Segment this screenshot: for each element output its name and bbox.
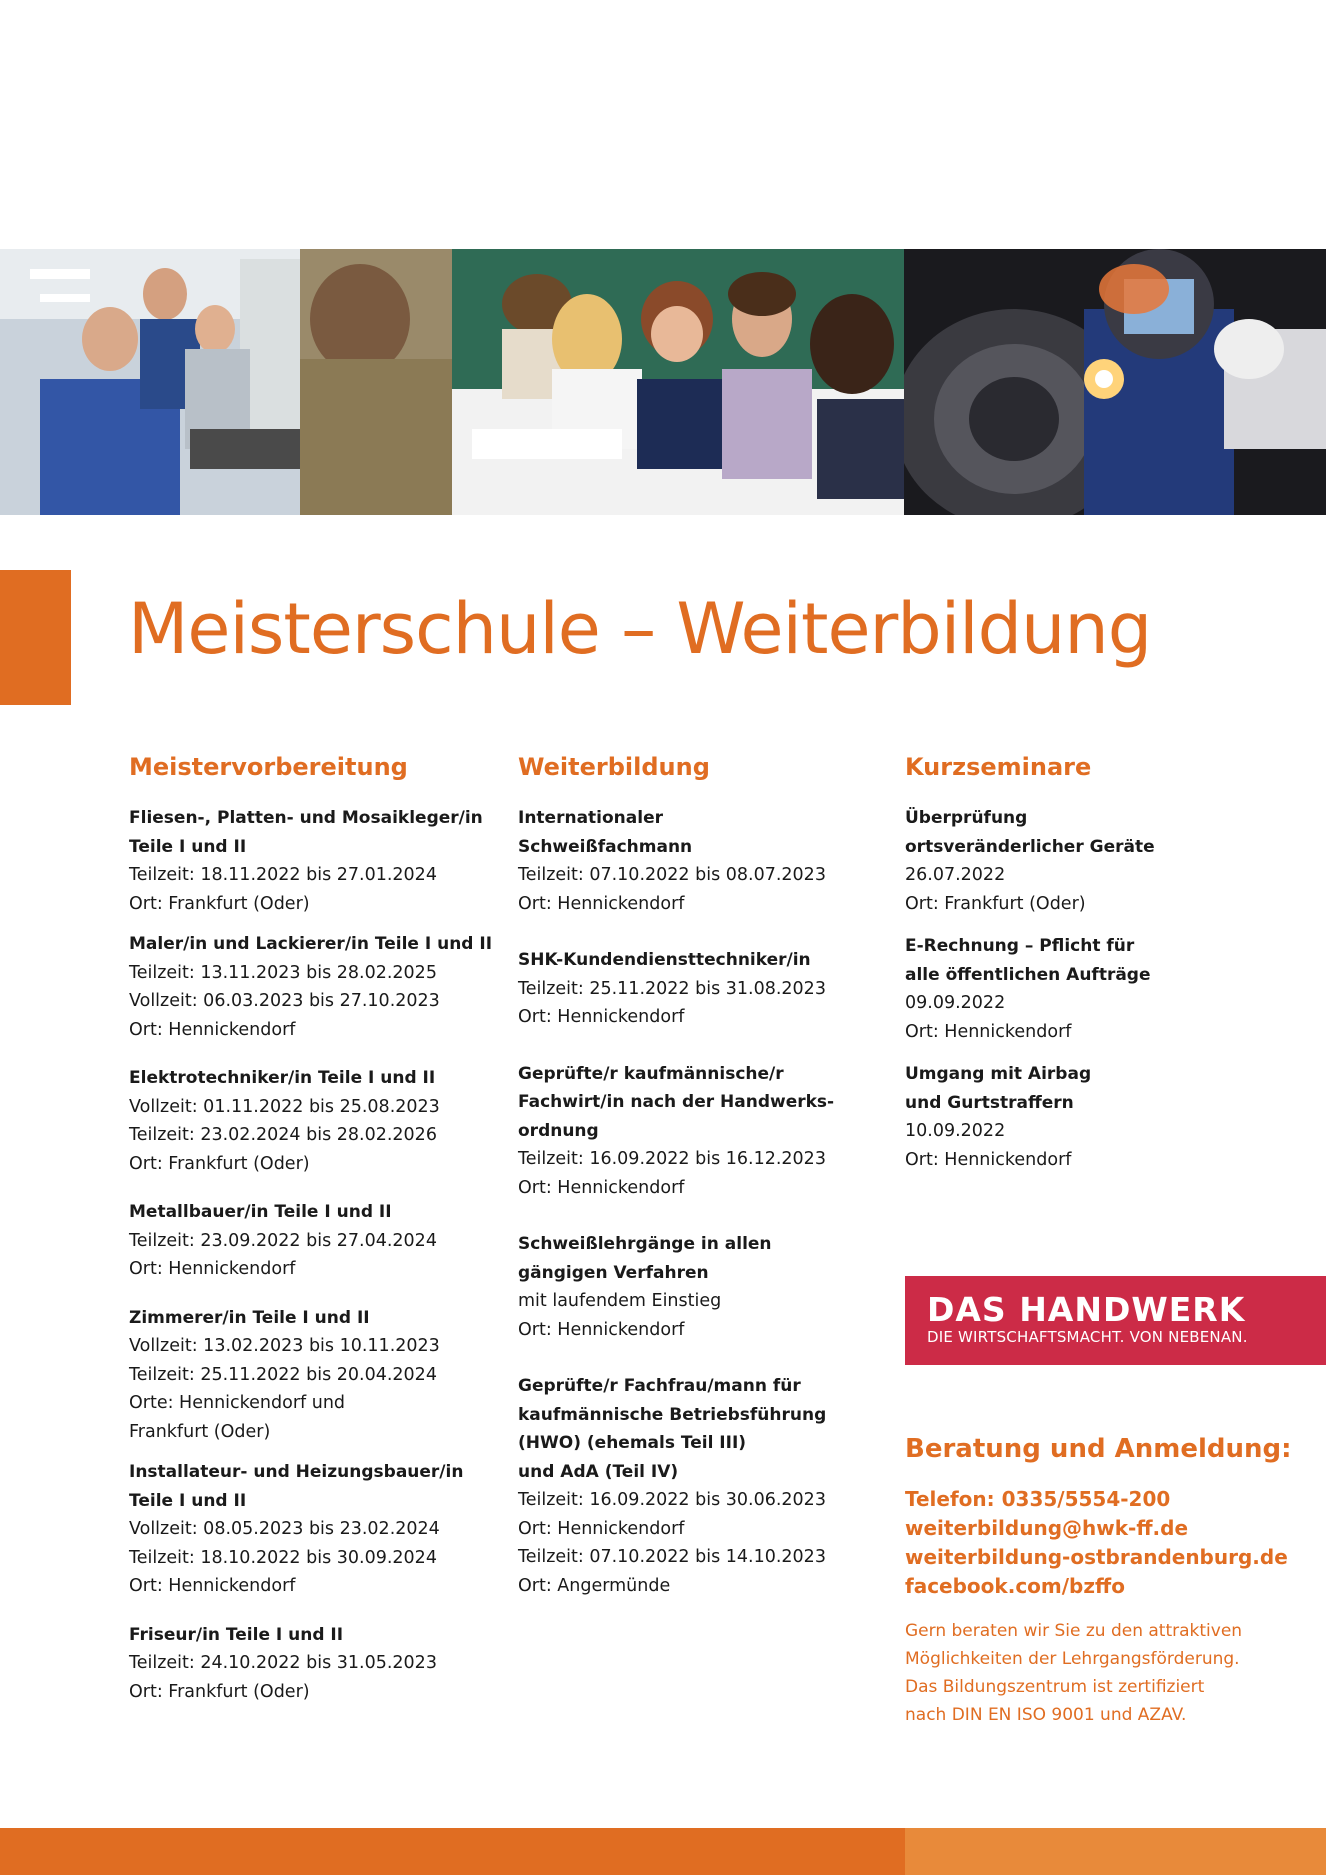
contact-phone: Telefon: 0335/5554-200 <box>905 1487 1171 1511</box>
contact-text-line: Möglichkeiten der Lehrgangsförderung. <box>905 1649 1240 1669</box>
course-detail: Frankfurt (Oder) <box>129 1421 271 1442</box>
course-title: Geprüfte/r kaufmännische/r <box>518 1063 784 1084</box>
course-detail: Ort: Hennickendorf <box>518 1518 685 1539</box>
course-detail: Ort: Hennickendorf <box>129 1576 296 1596</box>
course-title: Friseur/in Teile I und II <box>129 1624 344 1645</box>
course-title: kaufmännische Betriebsführung <box>518 1404 827 1425</box>
course-item <box>129 1064 499 1178</box>
photo-strip <box>0 249 1326 515</box>
course-detail: Teilzeit: 13.11.2023 bis 28.02.2025 <box>129 962 437 983</box>
course-detail: Ort: Hennickendorf <box>905 1149 1072 1170</box>
course-detail: Ort: Frankfurt (Oder) <box>129 893 310 914</box>
page-title: Meisterschule – Weiterbildung <box>128 588 1152 670</box>
course-title: Elektrotechniker/in Teile I und II <box>129 1068 436 1088</box>
footer-bar-right <box>905 1828 1326 1875</box>
course-detail: Vollzeit: 08.05.2023 bis 23.02.2024 <box>129 1519 440 1539</box>
course-title: Zimmerer/in Teile I und II <box>129 1307 370 1328</box>
contact-description <box>905 1617 1315 1729</box>
course-detail: 10.09.2022 <box>905 1121 1006 1141</box>
course-detail: Teilzeit: 23.09.2022 bis 27.04.2024 <box>129 1230 437 1251</box>
course-detail: Ort: Hennickendorf <box>518 893 685 914</box>
course-detail: Ort: Hennickendorf <box>518 1007 685 1027</box>
course-detail: Vollzeit: 06.03.2023 bis 27.10.2023 <box>129 991 440 1011</box>
course-item <box>518 946 888 1032</box>
course-title: SHK-Kundendiensttechniker/in <box>518 950 811 970</box>
course-item <box>518 804 888 918</box>
course-title: Überprüfung <box>905 808 1028 828</box>
course-title: ortsveränderlicher Geräte <box>905 836 1155 857</box>
course-detail: Teilzeit: 24.10.2022 bis 31.05.2023 <box>129 1653 437 1673</box>
course-item <box>129 1198 499 1284</box>
course-title: Installateur- und Heizungsbauer/in <box>129 1462 464 1482</box>
column-weiterbildung <box>518 750 888 1620</box>
course-item <box>518 1372 888 1600</box>
classroom-photo <box>452 249 904 515</box>
course-detail: mit laufendem Einstieg <box>518 1291 722 1311</box>
course-item <box>129 1304 499 1447</box>
footer-bar <box>0 1828 1326 1875</box>
course-title: Schweißlehrgänge in allen <box>518 1234 772 1254</box>
accent-block <box>0 570 71 705</box>
course-detail: Ort: Hennickendorf <box>129 1019 296 1040</box>
course-item <box>518 1230 888 1344</box>
contact-text-line: nach DIN EN ISO 9001 und AZAV. <box>905 1705 1187 1725</box>
course-title: Internationaler <box>518 808 663 828</box>
welding-photo <box>904 249 1326 515</box>
course-item <box>129 930 499 1044</box>
logo-main-text: DAS HANDWERK <box>927 1290 1246 1329</box>
course-item <box>129 1458 499 1601</box>
course-title: Teile I und II <box>129 1490 247 1511</box>
course-detail: Ort: Frankfurt (Oder) <box>905 893 1086 914</box>
course-title: Metallbauer/in Teile I und II <box>129 1202 392 1222</box>
contact-text-line: Das Bildungszentrum ist zertifiziert <box>905 1677 1205 1697</box>
course-item <box>905 932 1305 1046</box>
contact-text-line: Gern beraten wir Sie zu den attraktiven <box>905 1621 1243 1641</box>
course-detail: Teilzeit: 18.11.2022 bis 27.01.2024 <box>129 865 437 885</box>
course-item <box>518 1060 888 1203</box>
course-detail: Vollzeit: 13.02.2023 bis 10.11.2023 <box>129 1336 440 1356</box>
course-detail: Ort: Hennickendorf <box>129 1259 296 1279</box>
das-handwerk-logo <box>905 1276 1326 1365</box>
course-detail: Teilzeit: 18.10.2022 bis 30.09.2024 <box>129 1547 437 1568</box>
course-detail: Ort: Frankfurt (Oder) <box>129 1681 310 1702</box>
course-title: Fliesen-, Platten- und Mosaikleger/in <box>129 808 483 828</box>
course-detail: Teilzeit: 07.10.2022 bis 14.10.2023 <box>518 1547 826 1567</box>
course-detail: Teilzeit: 25.11.2022 bis 31.08.2023 <box>518 978 826 999</box>
course-detail: 26.07.2022 <box>905 865 1006 885</box>
course-detail: Orte: Hennickendorf und <box>129 1393 346 1413</box>
course-title: (HWO) (ehemals Teil III) <box>518 1433 747 1453</box>
workshop-photo <box>0 249 452 515</box>
course-item <box>129 1621 499 1707</box>
logo-sub-text: DIE WIRTSCHAFTSMACHT. VON NEBENAN. <box>927 1328 1248 1346</box>
course-title: alle öffentlichen Aufträge <box>905 964 1151 985</box>
course-title: Umgang mit Airbag <box>905 1064 1092 1084</box>
course-detail: 09.09.2022 <box>905 993 1006 1013</box>
column-heading: Weiterbildung <box>518 753 710 781</box>
contact-block <box>905 1431 1315 1729</box>
course-title: gängigen Verfahren <box>518 1262 709 1283</box>
course-title: Maler/in und Lackierer/in Teile I und II <box>129 934 493 954</box>
course-title: Fachwirt/in nach der Handwerks- <box>518 1092 835 1112</box>
course-item <box>905 1060 1305 1174</box>
column-heading: Meistervorbereitung <box>129 753 408 781</box>
course-detail: Ort: Angermünde <box>518 1575 671 1596</box>
course-detail: Teilzeit: 07.10.2022 bis 08.07.2023 <box>518 865 826 885</box>
contact-website[interactable]: weiterbildung-ostbrandenburg.de <box>905 1545 1288 1569</box>
column-meistervorbereitung <box>129 750 499 1726</box>
course-title: und AdA (Teil IV) <box>518 1461 679 1482</box>
course-title: Geprüfte/r Fachfrau/mann für <box>518 1376 801 1396</box>
course-title: und Gurtstraffern <box>905 1092 1074 1113</box>
contact-email[interactable]: weiterbildung@hwk-ff.de <box>905 1516 1189 1540</box>
course-title: Schweißfachmann <box>518 836 693 857</box>
contact-facebook[interactable]: facebook.com/bzffo <box>905 1574 1125 1598</box>
course-detail: Teilzeit: 16.09.2022 bis 30.06.2023 <box>518 1490 826 1510</box>
column-heading: Kurzseminare <box>905 753 1092 781</box>
course-title: Teile I und II <box>129 836 247 857</box>
contact-heading: Beratung und Anmeldung: <box>905 1434 1292 1464</box>
column-kurzseminare <box>905 750 1305 1188</box>
course-detail: Ort: Frankfurt (Oder) <box>129 1153 310 1174</box>
course-detail: Teilzeit: 25.11.2022 bis 20.04.2024 <box>129 1364 437 1385</box>
course-title: ordnung <box>518 1120 599 1141</box>
course-detail: Ort: Hennickendorf <box>518 1177 685 1198</box>
course-item <box>905 804 1305 918</box>
course-detail: Teilzeit: 16.09.2022 bis 16.12.2023 <box>518 1149 826 1169</box>
course-detail: Teilzeit: 23.02.2024 bis 28.02.2026 <box>129 1125 437 1145</box>
course-item <box>129 804 499 918</box>
course-detail: Vollzeit: 01.11.2022 bis 25.08.2023 <box>129 1096 440 1117</box>
course-detail: Ort: Hennickendorf <box>905 1021 1072 1042</box>
course-title: E-Rechnung – Pflicht für <box>905 936 1135 956</box>
course-detail: Ort: Hennickendorf <box>518 1319 685 1340</box>
